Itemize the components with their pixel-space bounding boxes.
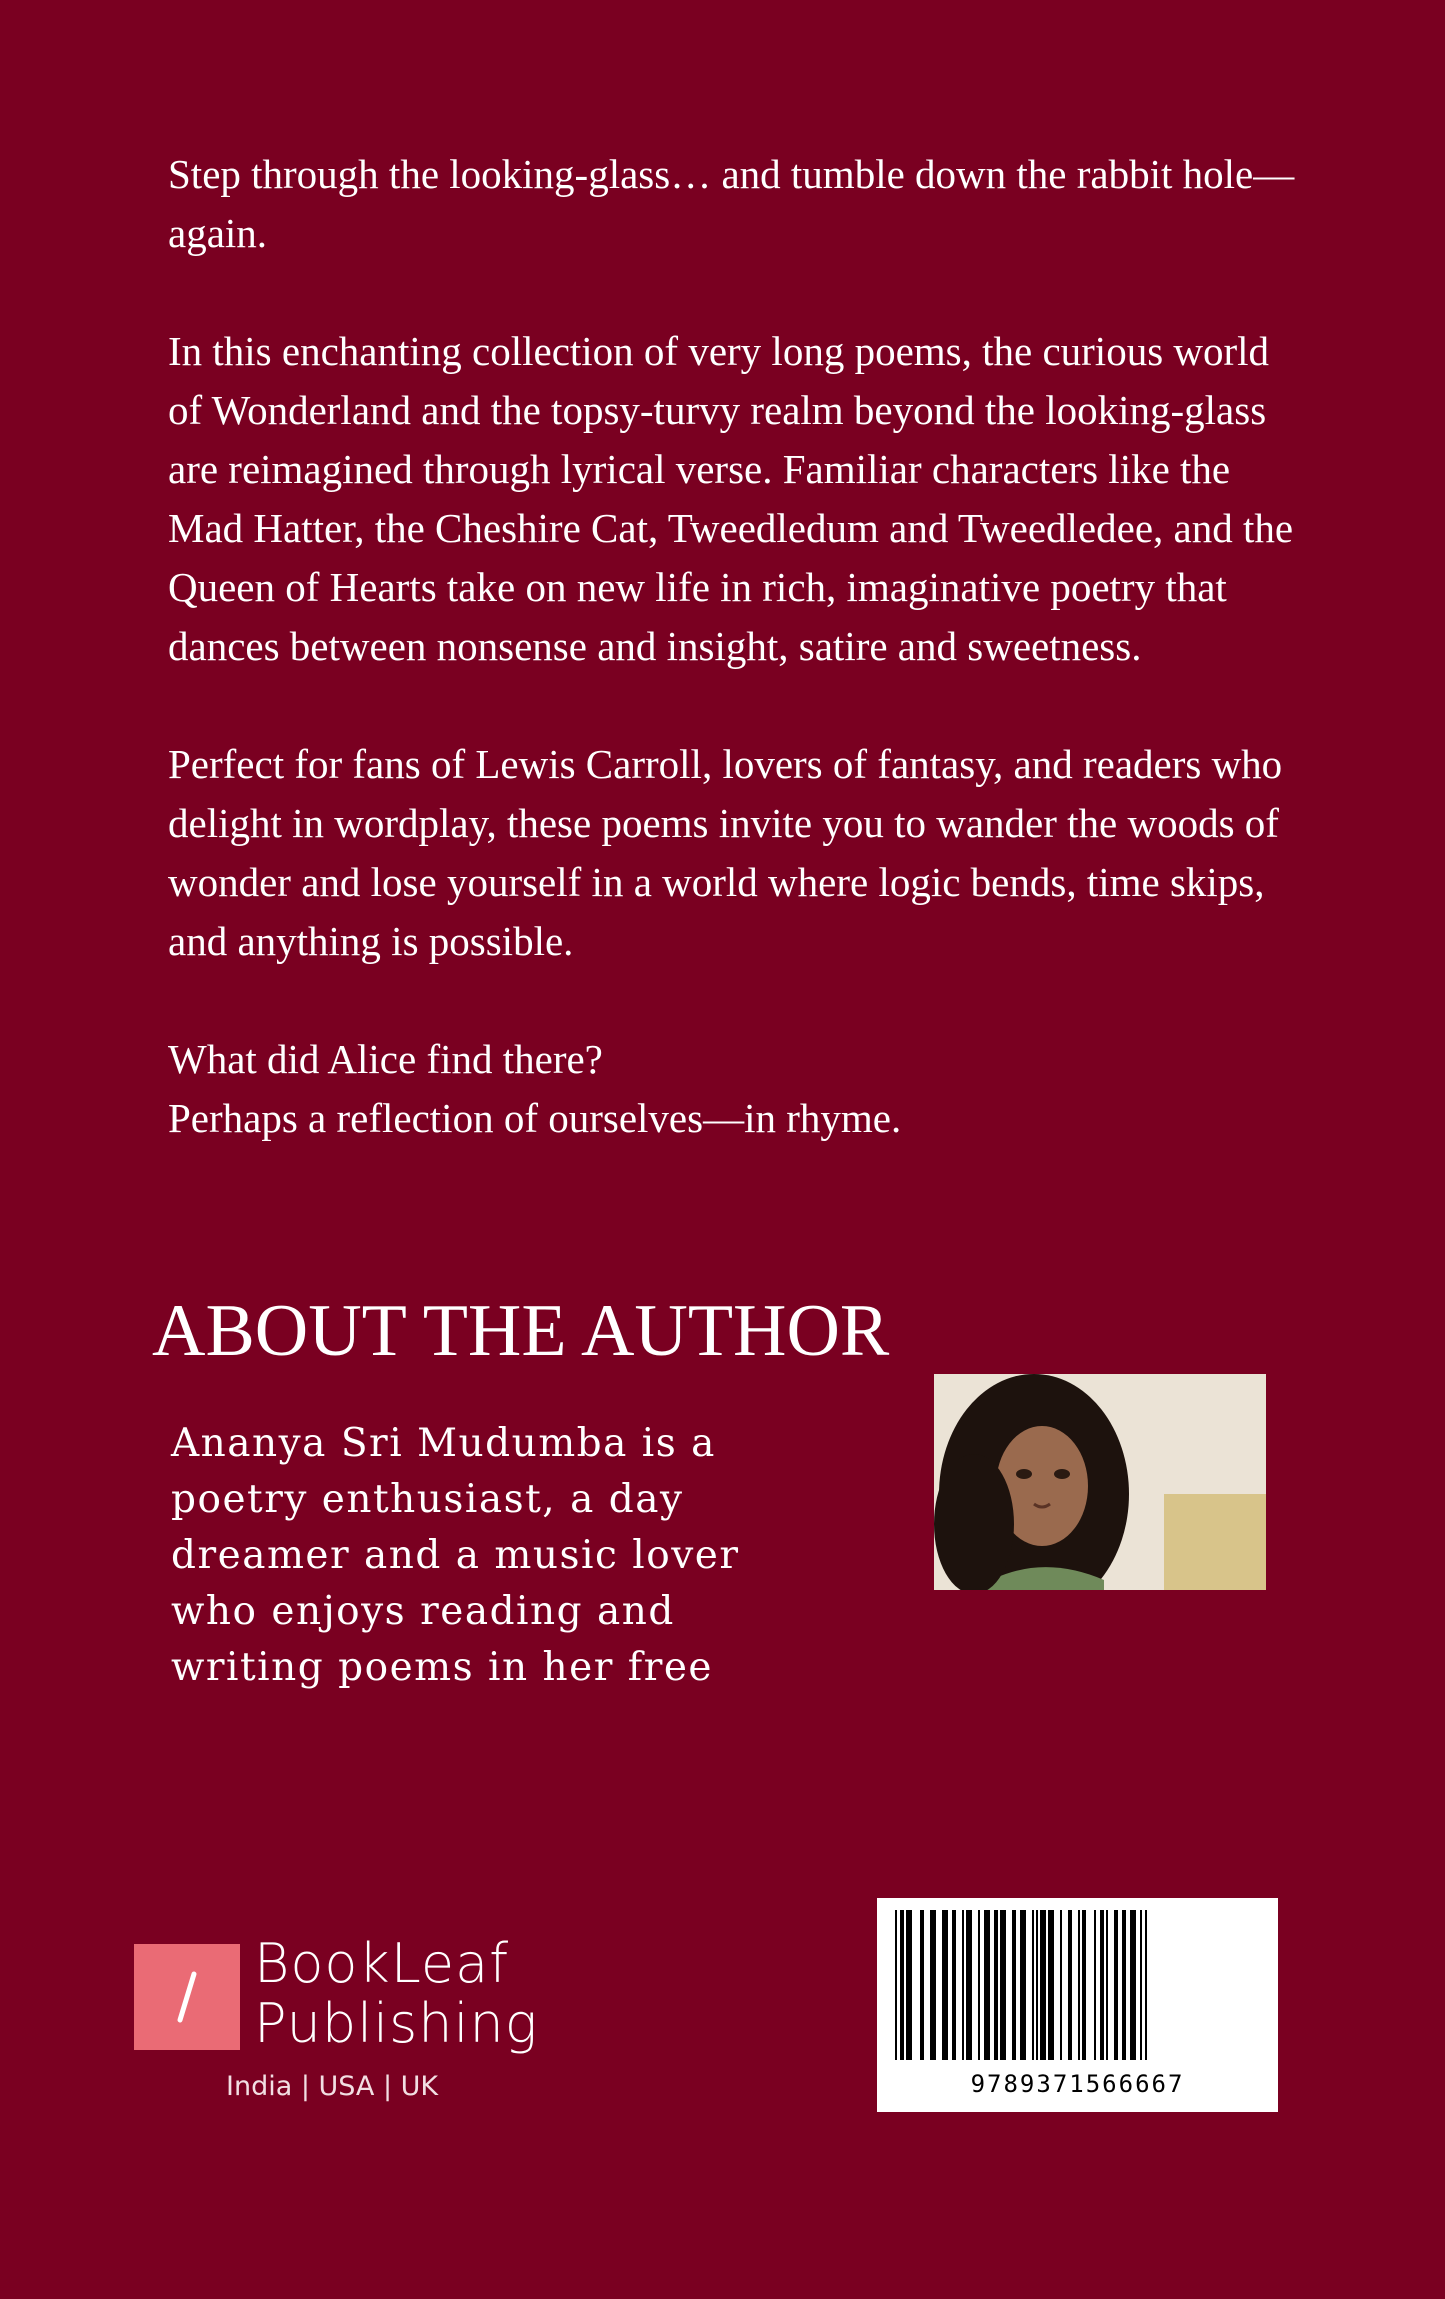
barcode-bar bbox=[1145, 1910, 1147, 2060]
publisher-name bbox=[254, 1934, 538, 2054]
barcode-bar bbox=[895, 1910, 897, 2060]
author-bio-line: who enjoys reading and bbox=[171, 1589, 675, 1634]
blurb-closing-line-2: Perhaps a reflection of ourselves—in rhyme. bbox=[168, 1095, 902, 1141]
barcode-bar bbox=[920, 1910, 924, 2060]
author-bio-line: writing poems in her free bbox=[171, 1645, 714, 1690]
barcode-bar bbox=[1048, 1910, 1054, 2060]
blurb-paragraph-1: Step through the looking-glass… and tumble down the rabbit hole—again. bbox=[168, 151, 1295, 256]
barcode-bar bbox=[984, 1910, 990, 2060]
isbn-number: 9789371566667 bbox=[970, 2070, 1185, 2098]
barcode-bar bbox=[962, 1910, 964, 2060]
barcode-bar bbox=[1078, 1910, 1080, 2060]
about-author-heading: ABOUT THE AUTHOR bbox=[152, 1290, 890, 1372]
barcode-bar bbox=[1020, 1910, 1026, 2060]
blurb-closing bbox=[168, 1030, 1298, 1148]
bookleaf-logo-mark bbox=[134, 1944, 240, 2050]
barcode-bars bbox=[877, 1898, 1278, 2068]
barcode-bar bbox=[1068, 1910, 1072, 2060]
barcode-bar bbox=[1140, 1910, 1142, 2060]
blurb-paragraph-2: In this enchanting collection of very long poems, the curious world of Wonderland and the topsy-turvy realm beyond the looking-glass are reimagined through lyrical verse. Familiar characters like the Mad Hatter, the Cheshire Cat, Tweedledum and Tweedledee, and the Queen of Hearts take on new life in rich, imaginative poetry that dances between nonsense and insight, satire and sweetness. bbox=[168, 328, 1294, 669]
barcode-bar bbox=[1036, 1910, 1038, 2060]
barcode-bar bbox=[966, 1910, 972, 2060]
blurb-paragraph-3: Perfect for fans of Lewis Carroll, lovers of fantasy, and readers who delight in wordplay, these poems invite you to wander the woods of wonder and lose yourself in a world where logic bends, time skips, and anything is possible. bbox=[168, 741, 1283, 964]
book-blurb bbox=[168, 145, 1298, 1148]
barcode-bar bbox=[1130, 1910, 1136, 2060]
barcode-bar bbox=[1094, 1910, 1096, 2060]
author-bio-line: dreamer and a music lover bbox=[171, 1533, 740, 1578]
barcode-bar bbox=[1032, 1910, 1034, 2060]
barcode-bar bbox=[900, 1910, 902, 2060]
barcode-bar bbox=[1012, 1910, 1016, 2060]
author-bio-line: poetry enthusiast, a day bbox=[171, 1477, 684, 1522]
barcode-bar bbox=[1114, 1910, 1118, 2060]
barcode-bar bbox=[1106, 1910, 1108, 2060]
barcode-bar bbox=[1100, 1910, 1104, 2060]
author-bio bbox=[171, 1416, 811, 1696]
isbn-barcode bbox=[877, 1898, 1278, 2112]
barcode-bar bbox=[1082, 1910, 1086, 2060]
barcode-bar bbox=[942, 1910, 948, 2060]
author-photo bbox=[934, 1374, 1266, 1590]
slash-icon bbox=[134, 1944, 240, 2050]
publisher-regions: India | USA | UK bbox=[226, 2071, 439, 2102]
barcode-bar bbox=[1000, 1910, 1006, 2060]
barcode-bar bbox=[1122, 1910, 1126, 2060]
publisher-name-line-2: Publishing bbox=[254, 1992, 539, 2055]
barcode-bar bbox=[930, 1910, 936, 2060]
publisher-name-line-1: BookLeaf bbox=[254, 1932, 510, 1995]
barcode-bar bbox=[906, 1910, 912, 2060]
barcode-bar bbox=[994, 1910, 998, 2060]
barcode-bar bbox=[1040, 1910, 1046, 2060]
blurb-closing-line-1: What did Alice find there? bbox=[168, 1036, 603, 1082]
barcode-bar bbox=[978, 1910, 980, 2060]
barcode-bar bbox=[902, 1910, 904, 2060]
barcode-bar bbox=[1060, 1910, 1062, 2060]
author-bio-line: Ananya Sri Mudumba is a bbox=[171, 1421, 716, 1466]
barcode-bar bbox=[952, 1910, 956, 2060]
